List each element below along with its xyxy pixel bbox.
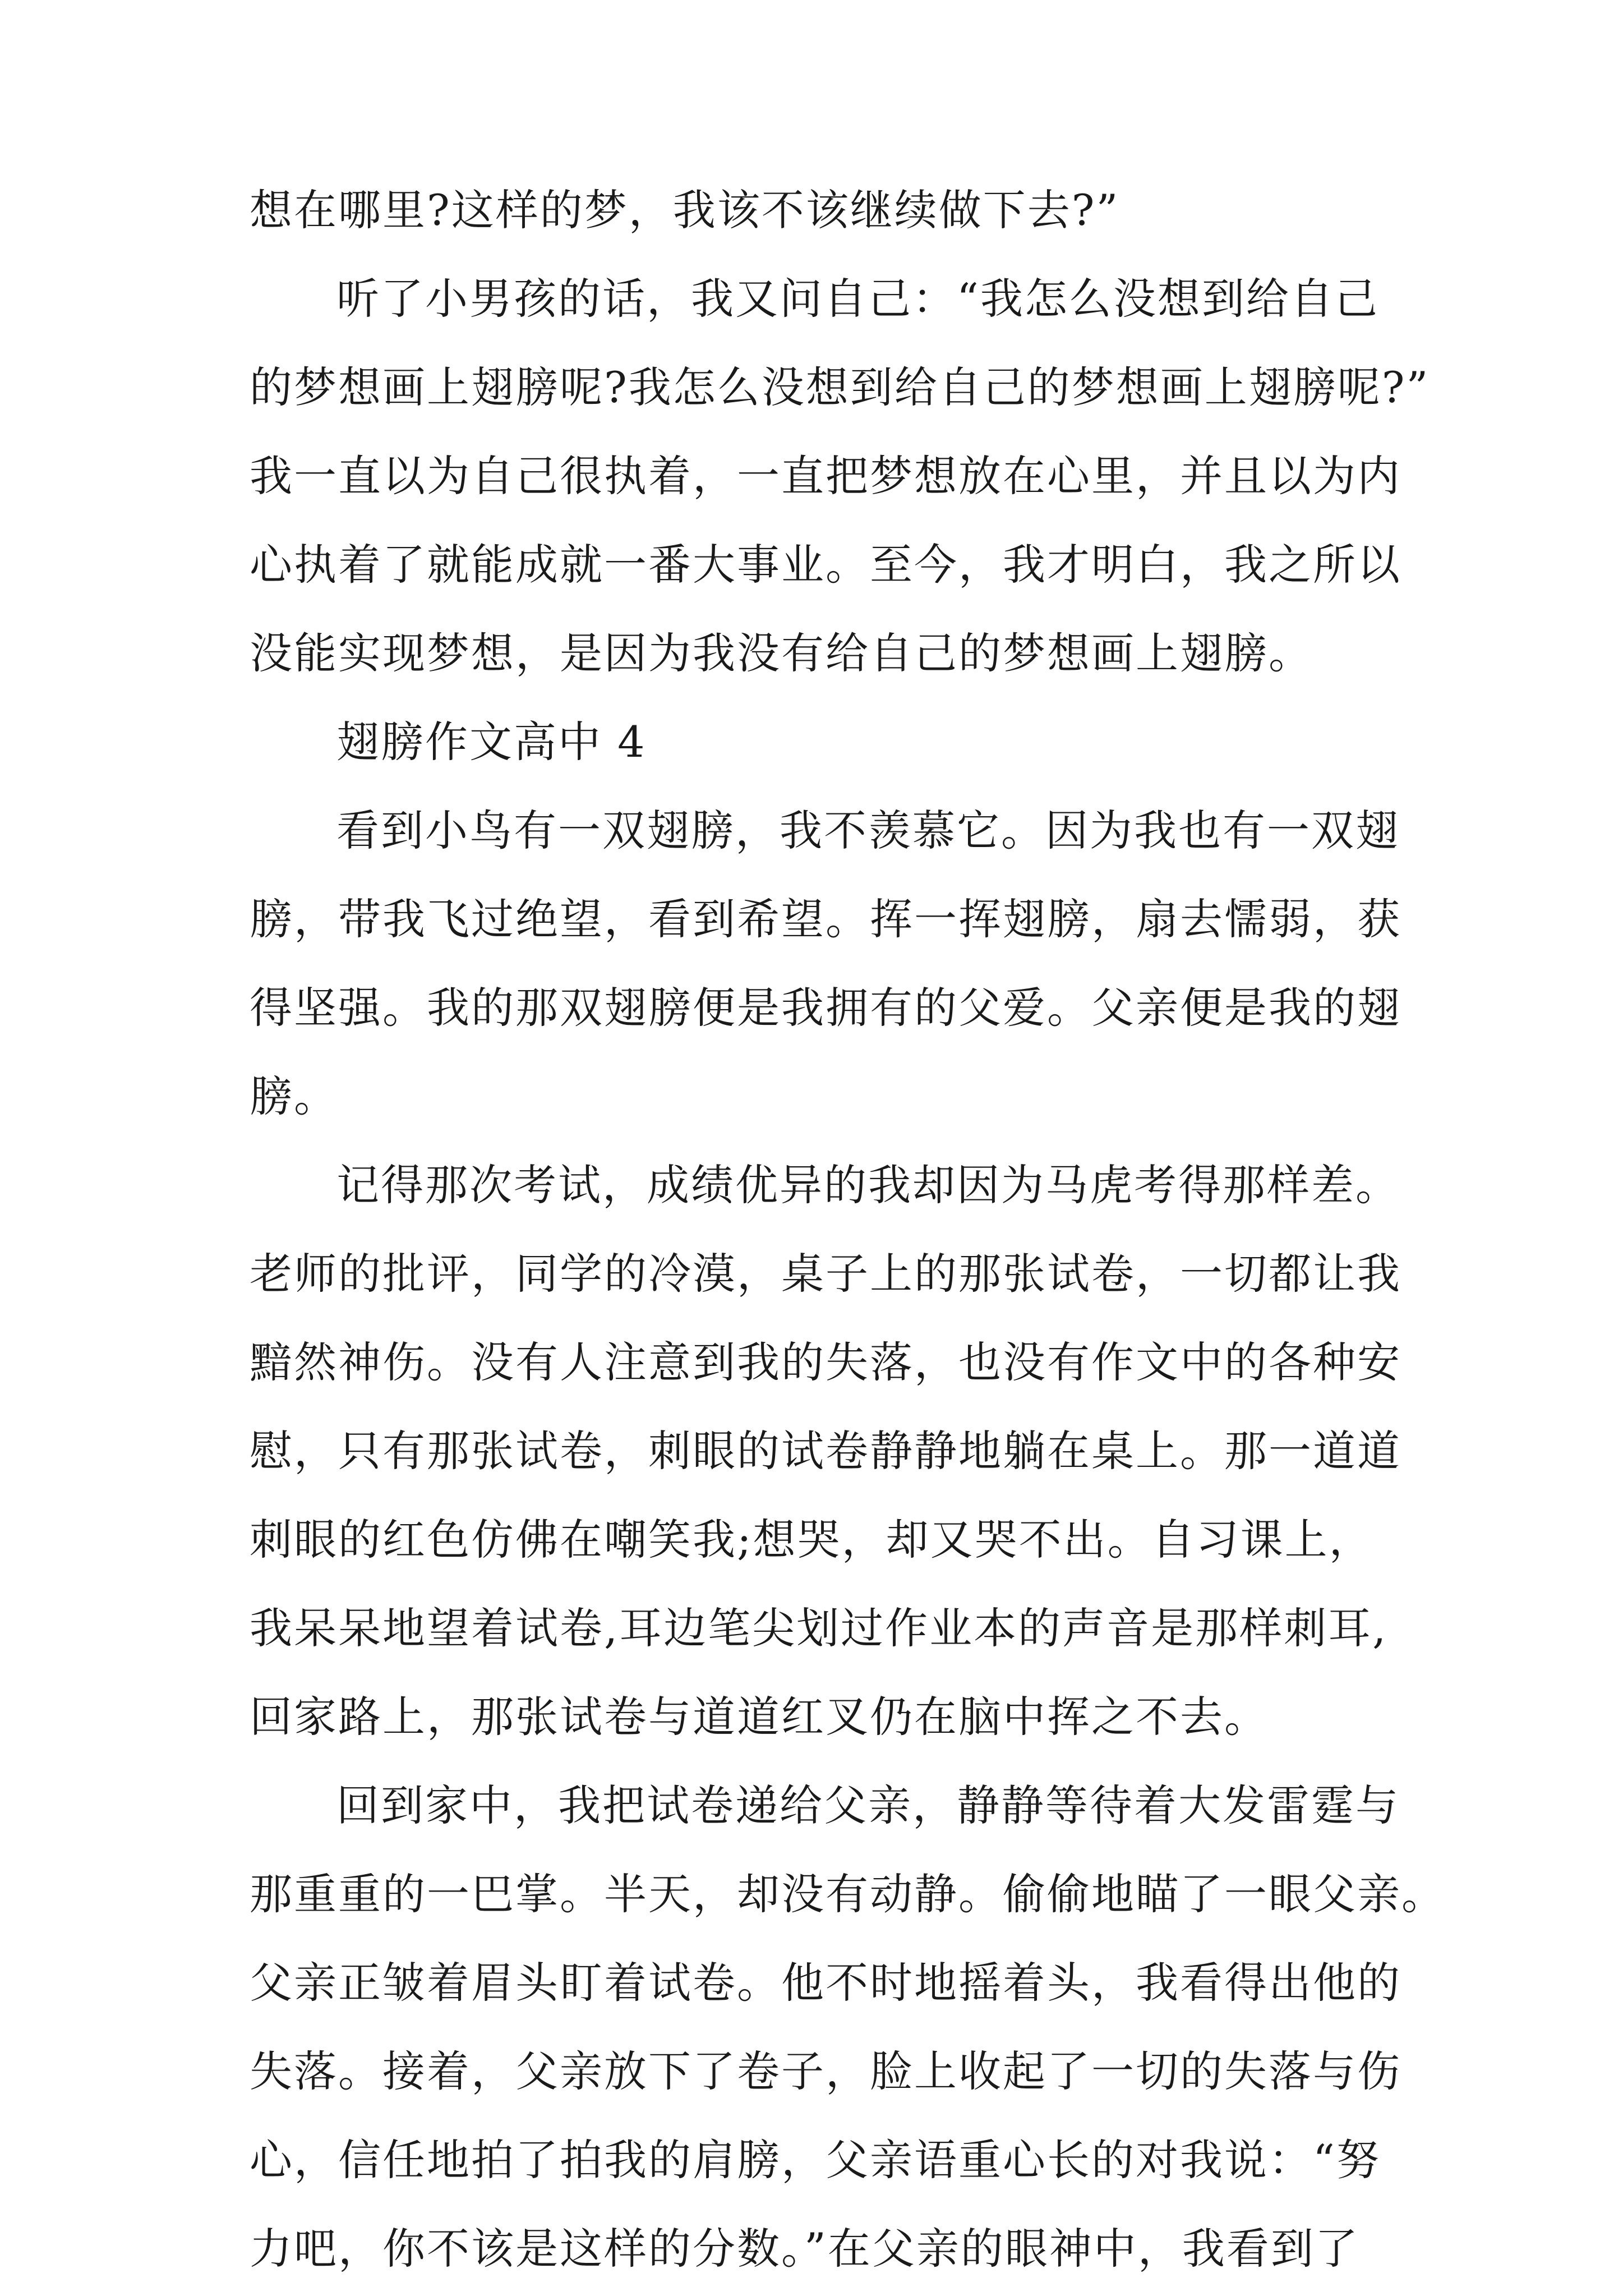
text-line: 老师的批评，同学的冷漠，桌子上的那张试卷，一切都让我 (250, 1249, 1401, 1299)
text-line: 膀，带我飞过绝望，看到希望。挥一挥翅膀，扇去懦弱，获 (250, 894, 1401, 944)
text-line: 的梦想画上翅膀呢?我怎么没想到给自己的梦想画上翅膀呢?” (250, 362, 1430, 412)
text-line: 失落。接着，父亲放下了卷子，脸上收起了一切的失落与伤 (250, 2046, 1401, 2096)
text-line: 力吧，你不该是这样的分数。”在父亲的眼神中，我看到了 (250, 2224, 1359, 2274)
section-heading: 翅膀作文高中 4 (336, 717, 647, 767)
paragraph-start-line: 回到家中，我把试卷递给父亲，静静等待着大发雷霆与 (336, 1780, 1400, 1830)
paragraph-start-line: 听了小男孩的话，我又问自己：“我怎么没想到给自己 (336, 274, 1379, 324)
text-line: 膀。 (250, 1071, 338, 1121)
text-line: 回家路上，那张试卷与道道红叉仍在脑中挥之不去。 (250, 1692, 1269, 1742)
paragraph-start-line: 记得那次考试，成绩优异的我却因为马虎考得那样差。 (336, 1160, 1400, 1210)
text-line: 那重重的一巴掌。半天，却没有动静。偷偷地瞄了一眼父亲。 (250, 1869, 1446, 1919)
text-line: 慰，只有那张试卷，刺眼的试卷静静地躺在桌上。那一道道 (250, 1426, 1401, 1476)
paragraph-start-line: 看到小鸟有一双翅膀，我不羡慕它。因为我也有一双翅 (336, 806, 1400, 855)
text-line: 我一直以为自己很执着，一直把梦想放在心里，并且以为内 (250, 451, 1401, 501)
text-line: 心执着了就能成就一番大事业。至今，我才明白，我之所以 (250, 540, 1401, 590)
text-line: 心，信任地拍了拍我的肩膀，父亲语重心长的对我说：“努 (250, 2135, 1381, 2185)
text-line: 父亲正皱着眉头盯着试卷。他不时地摇着头，我看得出他的 (250, 1958, 1401, 2008)
text-line: 刺眼的红色仿佛在嘲笑我;想哭，却又哭不出。自习课上， (250, 1515, 1373, 1565)
text-line: 得坚强。我的那双翅膀便是我拥有的父爱。父亲便是我的翅 (250, 983, 1401, 1033)
text-line: 我呆呆地望着试卷,耳边笔尖划过作业本的声音是那样刺耳, (250, 1603, 1388, 1653)
text-line: 想在哪里?这样的梦，我该不该继续做下去?” (250, 185, 1120, 235)
text-line: 黯然神伤。没有人注意到我的失落，也没有作文中的各种安 (250, 1337, 1401, 1387)
text-line: 没能实现梦想，是因为我没有给自己的梦想画上翅膀。 (250, 628, 1313, 678)
